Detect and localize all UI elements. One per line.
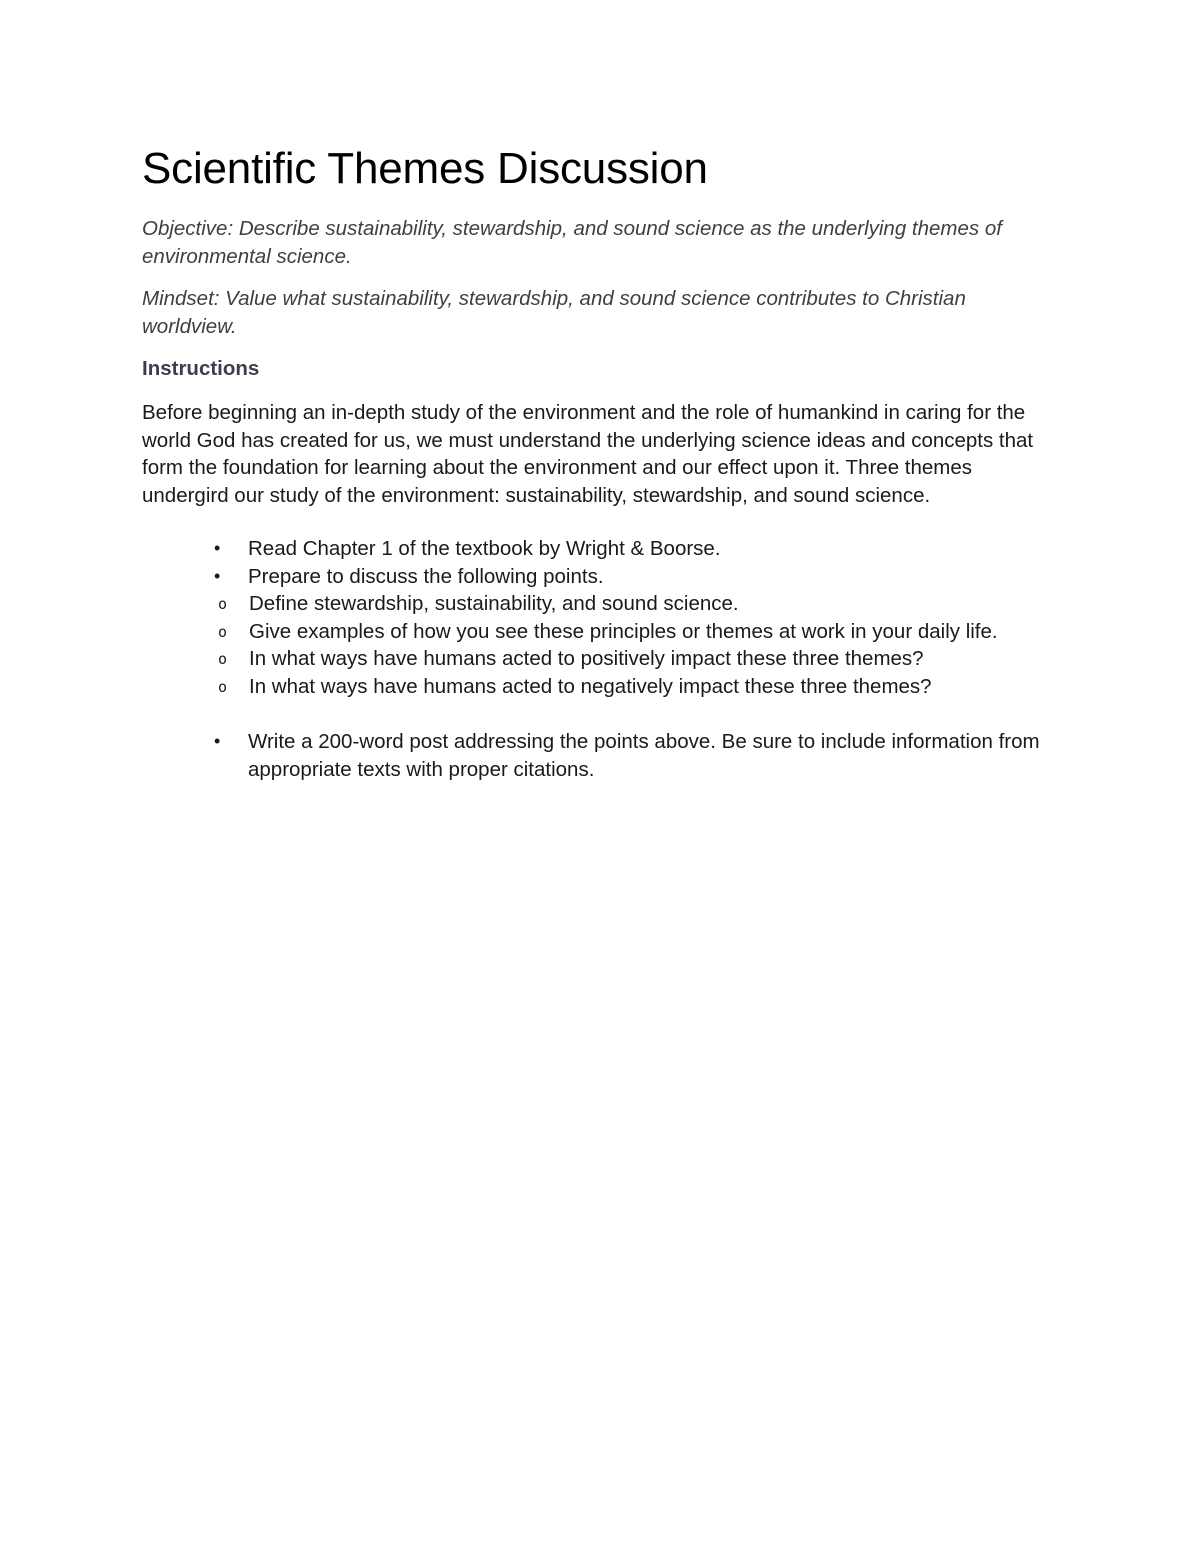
sub-list-item	[142, 590, 1062, 618]
sub-list-item-text: Define stewardship, sustainability, and sound science.	[249, 592, 739, 615]
list-item-write	[142, 728, 1062, 783]
list-item-text: Prepare to discuss the following points.	[248, 564, 604, 588]
list-item-text: Read Chapter 1 of the textbook by Wright & Boorse.	[248, 537, 721, 560]
circle-bullet-icon: o	[218, 622, 228, 641]
instructions-heading: Instructions	[142, 357, 260, 380]
sub-list-item	[142, 673, 1062, 701]
bullet-icon: •	[214, 565, 221, 586]
sub-list-item	[142, 645, 1062, 673]
circle-bullet-icon: o	[218, 677, 228, 696]
list-item-prepare	[142, 563, 1062, 701]
sub-list-item-text: In what ways have humans acted to negatively impact these three themes?	[249, 674, 932, 698]
list-spacer	[142, 700, 1062, 728]
sub-list-item-text: In what ways have humans acted to positively impact these three themes?	[249, 647, 924, 670]
bullet-icon: •	[214, 731, 221, 751]
document-content	[142, 143, 1062, 783]
bullet-icon: •	[214, 538, 221, 558]
intro-paragraph: Before beginning an in-depth study of the environment and the role of humankind in caring for the world God has created for us, we must understand the underlying science ideas and concepts that form the foundation for learning about the environment and our effect upon it. Three themes undergird our study of the environment: sustainability, stewardship, and sound science.	[142, 401, 1034, 507]
mindset-text: Mindset: Value what sustainability, stewardship, and sound science contributes to Christian worldview.	[142, 287, 966, 338]
circle-bullet-icon: o	[218, 595, 228, 613]
list-item-text: Write a 200-word post addressing the points above. Be sure to include information from appropriate texts with proper citations.	[248, 730, 1040, 781]
sub-list-item-text: Give examples of how you see these principles or themes at work in your daily life.	[249, 619, 998, 643]
discussion-points-list	[142, 590, 1062, 700]
objective-text: Objective: Describe sustainability, stewardship, and sound science as the underlying themes of environmental science.	[142, 217, 1002, 268]
list-item-read	[142, 535, 1062, 563]
instruction-list	[142, 535, 1062, 783]
page-title: Scientific Themes Discussion	[142, 144, 708, 193]
sub-list-item	[142, 618, 1062, 646]
circle-bullet-icon: o	[218, 650, 228, 668]
